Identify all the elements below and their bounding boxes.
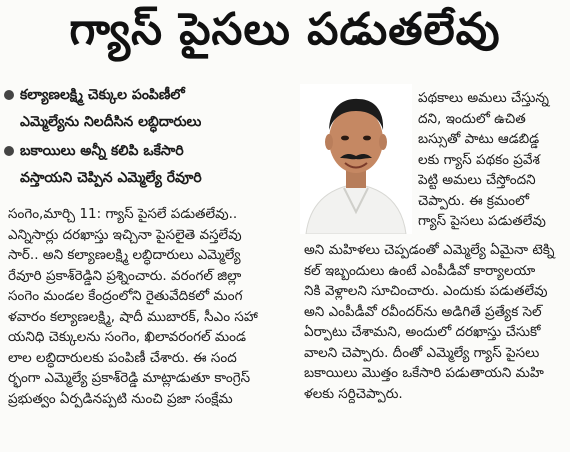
text-line: గ్యాస్ పైసలు పడుతలేవు bbox=[418, 213, 546, 229]
text-line: అని మహిళలు చెప్పడంతో ఎమ్మెల్యే ఏమైనా టెక్ని bbox=[304, 242, 555, 258]
highlight-line: ఎమ్మెల్యేను నిలదీసిన లబ్ధిదారులు bbox=[20, 114, 202, 130]
bullet-icon bbox=[4, 146, 14, 156]
text-line: నికి వెళ్లాలని సూచించారు. ఎందుకు పడుతలేవు bbox=[304, 283, 548, 299]
text-line: బస్సుతో పాటు ఆడబిడ్డ bbox=[418, 131, 540, 147]
text-line: ళవారం కల్యాణలక్ష్మి, షాదీ ముబారక్, సీఎం సహా bbox=[8, 308, 258, 325]
text-line: లాల లబ్ధిదారులకు పంపిణీ చేశారు. ఈ సంద bbox=[8, 349, 237, 366]
highlight-item bbox=[4, 82, 294, 136]
article-column-right-top bbox=[418, 88, 566, 232]
text-line: సంగెం మండల కేంద్రంలోని రైతువేదికలో మంగ bbox=[8, 288, 243, 304]
text-line: బకాయిలు మొత్తం ఒకేసారి పడుతాయని మహి bbox=[304, 365, 544, 381]
highlights bbox=[4, 82, 294, 194]
highlight-line: బకాయిలు అన్నీ కలిపి ఒకేసారి bbox=[20, 143, 184, 159]
text-line: పెట్టి అమలు చేస్తోందని bbox=[418, 172, 536, 188]
text-line: లకు గ్యాస్ పథకం ప్రవేశ bbox=[418, 151, 540, 168]
mla-photo bbox=[300, 84, 412, 234]
article-column-right-bottom bbox=[304, 240, 566, 404]
bullet-icon bbox=[4, 90, 14, 100]
text-line: కల్ ఇబ్బందులు ఉంటే ఎంపీడీవో కార్యాలయా bbox=[304, 262, 536, 279]
text-line: చెప్పారు. ఈ క్రమంలో bbox=[418, 192, 529, 209]
highlight-line: వస్తాయని చెప్పిన ఎమ్మెల్యే రేవూరి bbox=[20, 170, 202, 186]
text-line: రేవూరి ప్రకాశ్‌రెడ్డిని ప్రశ్నించారు. వరంగల్ జిల్లా bbox=[8, 267, 242, 284]
text-line: వాలని చెప్పారు. దీంతో ఎమ్మెల్యే గ్యాస్ పైసలు bbox=[304, 344, 540, 361]
text-line: సార్.. అని కల్యాణలక్ష్మి లబ్ధిదారులు ఎమ్మెల్యే bbox=[8, 247, 241, 263]
text-line: అని ఎంపీడీవో రవీందర్‌ను అడిగితే ప్రత్యేక సెల్ bbox=[304, 303, 542, 320]
text-line: ఏర్పాటు చేశామని, అందులో దరఖాస్తు చేసుకో bbox=[304, 324, 541, 340]
text-line: ప్రభుత్వం ఏర్పడినప్పటి నుంచి ప్రజా సంక్షేమ bbox=[8, 390, 233, 407]
highlight-item bbox=[4, 138, 294, 192]
text-line: పథకాలు అమలు చేస్తున్న bbox=[418, 90, 549, 106]
text-line: యనిధి చెక్కులను సంగెం, ఖిలావరంగల్ మండ bbox=[8, 329, 246, 345]
text-line: ళలకు సర్దిచెప్పారు. bbox=[304, 385, 403, 402]
text-line: దని, ఇందులో ఉచిత bbox=[418, 110, 526, 127]
text-line: ర్భంగా ఎమ్మెల్యే ప్రకాశ్‌రెడ్డి మాట్లాడుతూ కాంగ్రెస్ bbox=[8, 370, 251, 386]
portrait-image bbox=[300, 84, 412, 234]
highlight-line: కల్యాణలక్ష్మి చెక్కుల పంపిణీలో bbox=[20, 87, 185, 103]
article-column-left bbox=[8, 204, 298, 409]
text-line: సంగెం,మార్చి 11: గ్యాస్ పైసలే పడుతలేవు.. bbox=[8, 206, 238, 222]
headline: గ్యాస్ పైసలు పడుతలేవు bbox=[69, 4, 501, 55]
text-line: ఎన్నిసార్లు దరఖాస్తు ఇచ్చినా పైసలైతె వస్తలేవు bbox=[8, 226, 242, 243]
